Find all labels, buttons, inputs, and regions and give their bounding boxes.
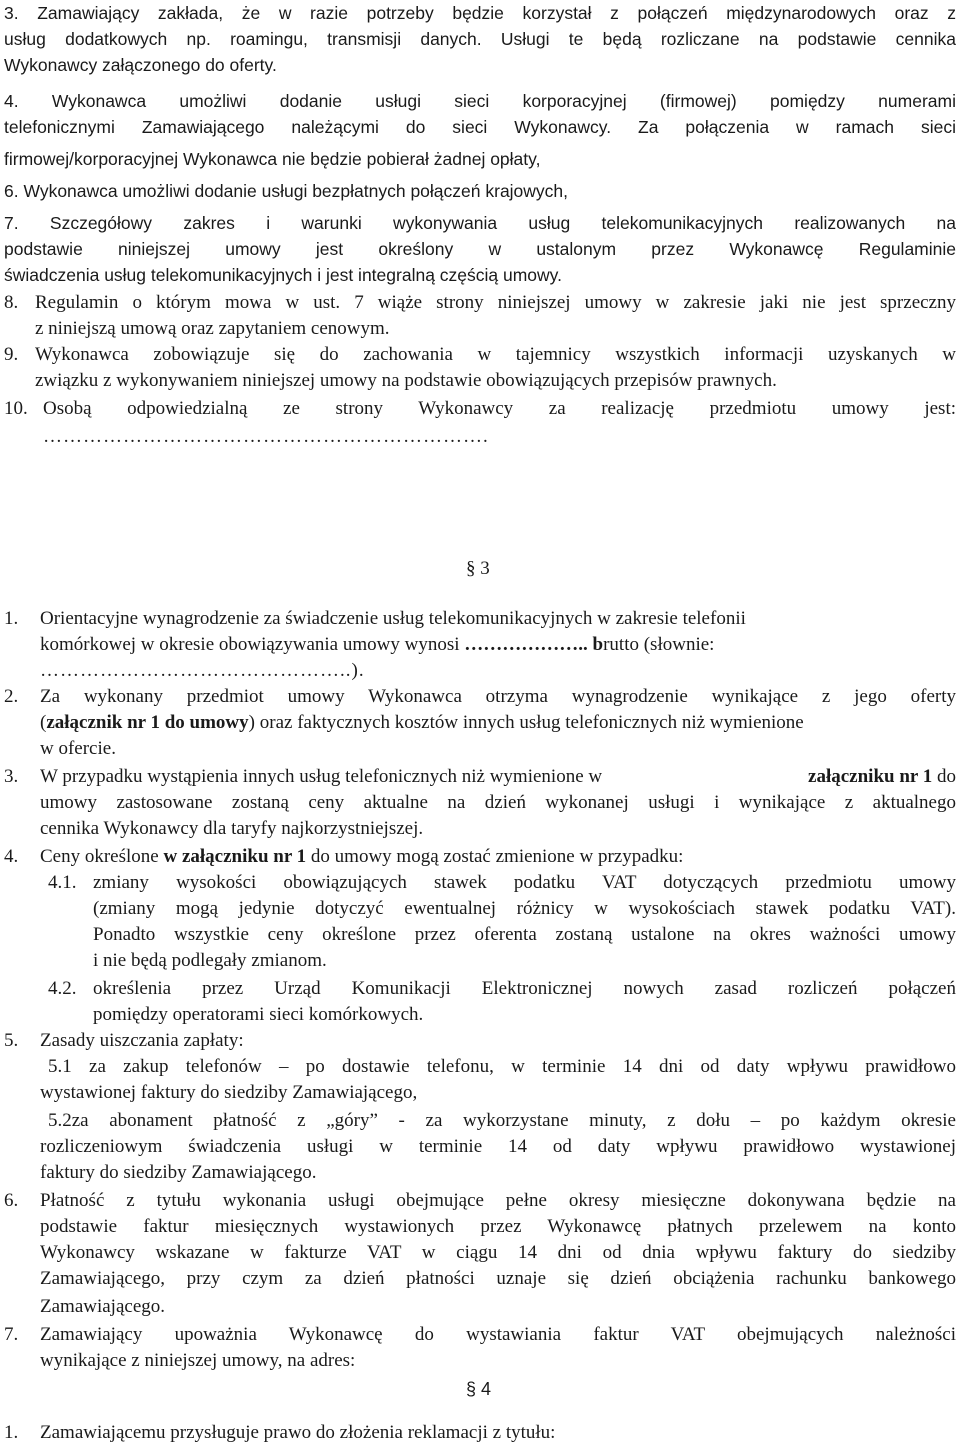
s3-p3-line-1-text: W przypadku wystąpienia innych usług telefonicznych niż wymienione w (40, 766, 603, 787)
s3-p5-number: 5. (4, 1030, 19, 1051)
s3-p5-line-1: Zasady uiszczania zapłaty: (40, 1030, 244, 1051)
s3-p41-line-2: (zmiany mogą jedynie dotyczyć ewentualnej różnicy w wysokościach stawek podatku VAT). (93, 898, 956, 919)
para-10-line-2: …………………………………………………………. (43, 426, 489, 447)
s3-p2-line-2 (40, 710, 804, 736)
s3-p51-line-1: 5.1 za zakup telefonów – po dostawie telefonu, w terminie 14 dni od daty wpływu prawidłowo (48, 1056, 956, 1077)
s3-p42-line-2: pomiędzy operatorami sieci komórkowych. (93, 1004, 424, 1025)
s3-p52-line-3: faktury do siedziby Zamawiającego. (40, 1162, 317, 1183)
s3-p6-number: 6. (4, 1190, 19, 1211)
s3-p41-number: 4.1. (48, 872, 77, 893)
s3-p3-line-2: umowy zastosowane zostaną ceny aktualne na dzień wykonanej usługi i wynikające z aktualnego (40, 792, 956, 813)
s3-p7-number: 7. (4, 1324, 19, 1345)
s3-p41-line-3: Ponadto wszystkie ceny określone przez oferenta zostaną ustalone na okres ważności umowy (93, 924, 956, 945)
para-9-line-2: związku z wykonywaniem niniejszej umowy na podstawie obowiązujących przepisów prawnych. (35, 370, 777, 391)
para-10-number: 10. (4, 398, 28, 419)
s3-p3-line-3: cennika Wykonawcy dla taryfy najkorzystniejszej. (40, 818, 424, 839)
para-3-line-3: Wykonawcy załączonego do oferty. (4, 55, 277, 75)
s3-p2-line-2-end: ) oraz faktycznych kosztów innych usług telefonicznych niż wymienione (248, 712, 804, 733)
para-7-line-3: świadczenia usług telekomunikacyjnych i jest integralną częścią umowy. (4, 265, 562, 285)
para-7-line-2: podstawie niniejszej umowy jest określony w ustalonym przez Wykonawcę Regulaminie (4, 239, 956, 259)
s3-p6-line-4: Zamawiającego, przy czym za dzień płatności uznaje się dzień obciążenia rachunku bankowego (40, 1268, 956, 1289)
section-4-heading: § 4 (466, 1379, 492, 1399)
para-4-line-2: telefonicznymi Zamawiającego należącymi do sieci Wykonawcy. Za połączenia w ramach sieci (4, 117, 956, 137)
s3-p2-line-3: w ofercie. (40, 738, 116, 759)
s3-p2-number: 2. (4, 686, 19, 707)
s3-p4-line-1-end: do umowy mogą zostać zmienione w przypadku: (306, 846, 684, 867)
s3-p2-paren-open: ( (40, 712, 47, 733)
s3-p3-line-1-end: do (932, 766, 956, 787)
s3-p42-number: 4.2. (48, 978, 77, 999)
s3-p7-line-1: Zamawiający upoważnia Wykonawcę do wystawiania faktur VAT obejmujących należności (40, 1324, 956, 1345)
section-3-heading: § 3 (466, 558, 490, 579)
para-8-line-1: Regulamin o którym mowa w ust. 7 wiąże strony niniejszej umowy w zakresie jaki nie jest sprzeczny (35, 292, 956, 313)
s3-p1-line-1: Orientacyjne wynagrodzenie za świadczenie usług telekomunikacyjnych w zakresie telefonii (40, 608, 746, 629)
s3-p6-line-3: Wykonawcy wskazane w fakturze VAT w ciągu 14 dni od dnia wpływu faktury do siedziby (40, 1242, 956, 1263)
s3-p4-line-1-text: Ceny określone (40, 846, 164, 867)
s3-p41-line-4: i nie będą podlegały zmianom. (93, 950, 327, 971)
s3-p3-number: 3. (4, 766, 19, 787)
s3-p4-number: 4. (4, 846, 19, 867)
s3-p4-attachment-ref: w załączniku nr 1 (163, 846, 307, 867)
s3-p41-line-1: zmiany wysokości obowiązujących stawek podatku VAT dotyczących przedmiotu umowy (93, 872, 956, 893)
para-8-line-2: z niniejszą umową oraz zapytaniem cenowym. (35, 318, 390, 339)
para-10-line-1: Osobą odpowiedzialną ze strony Wykonawcy za realizację przedmiotu umowy jest: (43, 398, 956, 419)
s3-p1-amount-blank: ……………….. b (464, 634, 604, 655)
para-6-line-1: 6. Wykonawca umożliwi dodanie usługi bezpłatnych połączeń krajowych, (4, 181, 569, 201)
s3-p52-line-2: rozliczeniowym świadczenia usługi w terminie 14 od daty wpływu prawidłowo wystawionej (40, 1136, 956, 1157)
para-4-line-1: 4. Wykonawca umożliwi dodanie usługi sieci korporacyjnej (firmowej) pomiędzy numerami (4, 91, 956, 111)
para-4-line-3: firmowej/korporacyjnej Wykonawca nie będzie pobierał żadnej opłaty, (4, 149, 541, 169)
s3-p1-line-2 (40, 632, 714, 658)
para-8-number: 8. (4, 292, 19, 313)
s3-p2-attachment-ref: załącznik nr 1 do umowy (46, 712, 249, 733)
s3-p2-line-1: Za wykonany przedmiot umowy Wykonawca otrzyma wynagrodzenie wynikające z jego oferty (40, 686, 956, 707)
s3-p52-line-1: 5.2za abonament płatność z „góry” - za wykorzystane minuty, z dołu – po każdym okresie (48, 1110, 956, 1131)
para-3-line-2: usług dodatkowych np. roamingu, transmisji danych. Usługi te będą rozliczane na podstawie cennika (4, 29, 956, 49)
s3-p7-line-2: wynikające z niniejszej umowy, na adres: (40, 1350, 356, 1371)
s3-p1-line-2-end: rutto (słownie: (603, 634, 715, 655)
para-3-line-1: 3. Zamawiający zakłada, że w razie potrzeby będzie korzystał z połączeń międzynarodowych oraz z (4, 3, 956, 23)
s3-p3-attachment-ref: załączniku nr 1 (808, 766, 933, 787)
s3-p1-line-2-text: komórkowej w okresie obowiązywania umowy wynosi (40, 634, 465, 655)
para-9-line-1: Wykonawca zobowiązuje się do zachowania w tajemnicy wszystkich informacji uzyskanych w (35, 344, 956, 365)
s4-p1-number: 1. (4, 1422, 19, 1443)
s3-p3-line-1 (40, 764, 956, 790)
s4-p1-line-1: Zamawiającemu przysługuje prawo do złożenia reklamacji z tytułu: (40, 1422, 556, 1443)
s3-p1-number: 1. (4, 608, 19, 629)
para-9-number: 9. (4, 344, 19, 365)
s3-p42-line-1: określenia przez Urząd Komunikacji Elektronicznej nowych zasad rozliczeń połączeń (93, 978, 956, 999)
s3-p4-line-1 (40, 844, 683, 870)
s3-p1-line-3: ………………………………………..). (40, 660, 365, 681)
s3-p51-line-2: wystawionej faktury do siedziby Zamawiającego, (40, 1082, 418, 1103)
para-7-line-1: 7. Szczegółowy zakres i warunki wykonywania usług telekomunikacyjnych realizowanych na (4, 213, 956, 233)
s3-p6-line-1: Płatność z tytułu wykonania usługi obejmujące pełne okresy miesięczne dokonywana będzie na (40, 1190, 956, 1211)
s3-p6-line-5: Zamawiającego. (40, 1296, 166, 1317)
s3-p6-line-2: podstawie faktur miesięcznych wystawionych przez Wykonawcę płatnych przelewem na konto (40, 1216, 956, 1237)
